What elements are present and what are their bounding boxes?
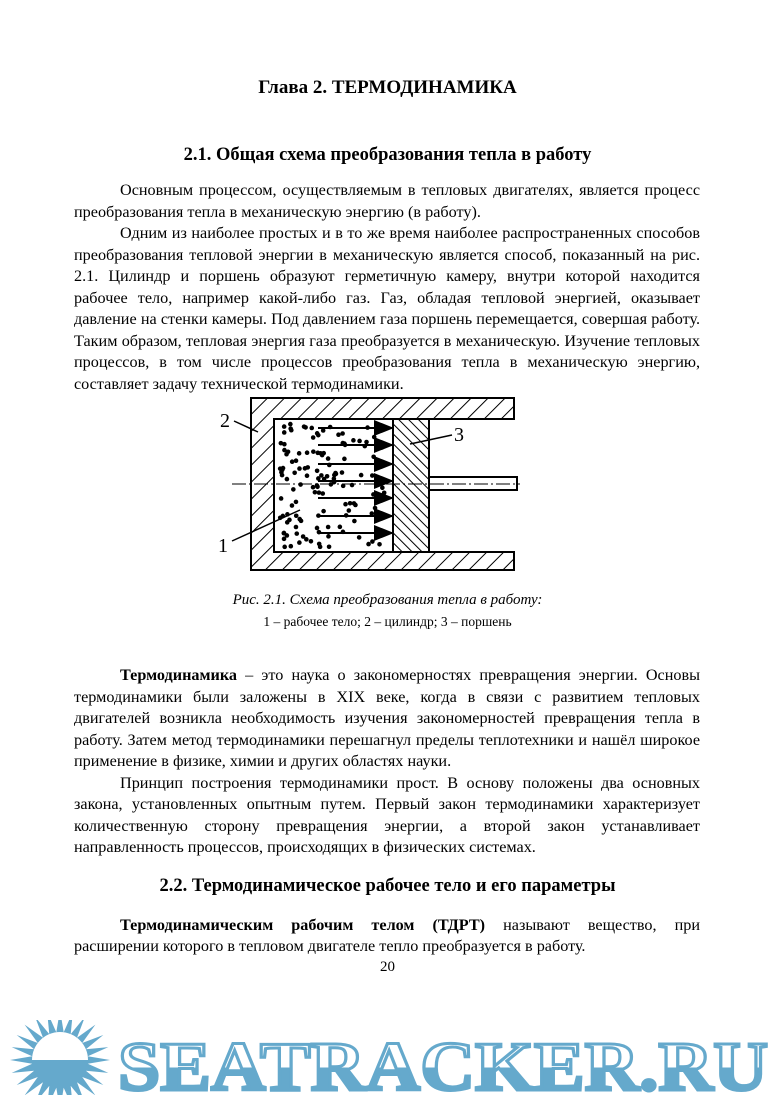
gas-particle <box>288 426 293 431</box>
gas-particle <box>311 435 316 440</box>
figure-piston-cylinder <box>200 395 540 590</box>
gas-particle <box>318 545 323 550</box>
gas-particle <box>371 492 376 497</box>
gas-particle <box>371 454 376 459</box>
gas-particle <box>343 502 348 507</box>
gas-particle <box>301 534 306 539</box>
paragraph-2: Одним из наиболее простых и в то же время наиболее распространенных способов преобразования тепловой энергии в механическую является способ, показанный на рис. 2.1. Цилиндр и поршень образуют герметичную камеру, внутри которой находится рабочее тело, например какой-либо газ. Газ, обладая тепловой энергией, оказывает давление на стенки камеры. Под давлением газа поршень перемещается, совершая работу. Таким образом, тепловая энергия газа преобразуется в механическую. Изучение тепловых процессов, в том числе процессов преобразования тепла в механическую энергию, составляет задачу технической термодинамики. <box>74 224 700 393</box>
paragraph-5 <box>74 915 700 958</box>
gas-particle <box>303 466 308 471</box>
gas-particle <box>294 458 299 463</box>
gas-particle <box>305 450 310 455</box>
gas-particle <box>282 545 287 550</box>
pressure-arrows <box>318 428 392 533</box>
gas-particle <box>340 470 345 475</box>
gas-particle <box>305 473 310 478</box>
paragraph-3-text: – это наука о закономерностях превращения энергии. Основы термодинамики были заложены в XIX веке, когда в связи с развитием тепловых двигателей возникла необходимость изучения закономерностей превращения тепла в работу. Затем метод термодинамики перешагнул пределы теплотехники и нашёл широкое применение в физике, химии и других областях науки. <box>74 666 700 770</box>
gas-particle <box>285 477 290 482</box>
gas-particle <box>326 456 331 461</box>
gas-particle <box>297 517 302 522</box>
gas-particle <box>303 425 308 430</box>
gas-particle <box>289 544 294 549</box>
watermark-text: SEATRACKER.RU <box>118 1029 768 1095</box>
gas-particle <box>282 430 287 435</box>
label-2: 2 <box>220 410 230 432</box>
gas-particle <box>313 490 318 495</box>
gas-particle <box>370 539 375 544</box>
gas-particle <box>366 542 371 547</box>
paragraph-1: Основным процессом, осуществляемым в тепловых двигателях, является процесс преобразования тепла в механическую энергию (в работу). <box>74 181 700 221</box>
section-title-2-2: 2.2. Термодинамическое рабочее тело и его параметры <box>159 875 616 896</box>
term-thermodynamics: Термодинамика <box>120 666 238 684</box>
gas-particle <box>372 435 377 440</box>
gas-particle <box>297 451 302 456</box>
gas-particle <box>294 513 299 518</box>
chapter-title: Глава 2. ТЕРМОДИНАМИКА <box>258 77 517 98</box>
gas-particle <box>279 470 284 475</box>
gas-particle <box>357 439 362 444</box>
gas-particle <box>282 424 287 429</box>
gas-particle <box>340 431 345 436</box>
gas-particle <box>290 459 295 464</box>
gas-particle <box>319 473 324 478</box>
gas-particle <box>298 482 303 487</box>
gas-particle <box>359 473 364 478</box>
gas-particle <box>341 484 346 489</box>
gas-particle <box>338 525 343 530</box>
gas-particle <box>350 483 355 488</box>
gas-particle <box>291 487 296 492</box>
sun-icon <box>10 1020 110 1095</box>
gas-particle <box>326 534 331 539</box>
gas-particle <box>282 442 287 447</box>
gas-particle <box>347 508 352 513</box>
gas-particle <box>285 520 290 525</box>
figure-legend: 1 – рабочее тело; 2 – цилиндр; 3 – поршень <box>263 614 512 629</box>
gas-particle <box>279 496 284 501</box>
gas-particle <box>352 519 357 524</box>
section-title-2-1: 2.1. Общая схема преобразования тепла в работу <box>183 145 592 165</box>
gas-particle <box>382 491 387 496</box>
gas-particle <box>288 422 293 427</box>
gas-particle <box>297 466 302 471</box>
watermark-logo <box>0 1020 775 1095</box>
gas-particle <box>320 453 325 458</box>
gas-particle <box>351 438 356 443</box>
gas-particle <box>315 526 320 531</box>
gas-particle <box>320 491 325 496</box>
gas-particle <box>297 540 302 545</box>
gas-particle <box>311 485 316 490</box>
gas-particle <box>357 535 362 540</box>
gas-particle <box>333 471 338 476</box>
gas-particle <box>364 440 369 445</box>
gas-particle <box>380 485 385 490</box>
piston <box>393 419 429 552</box>
gas-particle <box>321 509 326 514</box>
gas-particle <box>370 473 375 478</box>
paragraph-4: Принцип построения термодинамики прост. В основу положены два основных закона, установленных опытным путем. Первый закон термодинамики характеризует количественную сторону превращения энергии, а второй закон устанавливает направленность процессов, происходящих в физических системах. <box>74 773 700 856</box>
gas-particle <box>309 426 314 431</box>
paragraph-3 <box>74 665 700 773</box>
gas-particle <box>292 471 297 476</box>
figure-caption: Рис. 2.1. Схема преобразования тепла в работу: <box>232 592 543 608</box>
paragraph-5-text: называют вещество, при расширении которого в тепловом двигателе тепло преобразуется в работу. <box>74 915 701 955</box>
gas-particle <box>326 525 331 530</box>
term-working-body: Термодинамическим рабочим телом (ТДРТ) <box>120 915 486 934</box>
gas-particle <box>282 448 287 453</box>
gas-particle <box>311 449 316 454</box>
label-3: 3 <box>454 424 464 446</box>
gas-particle <box>373 506 378 511</box>
gas-particle <box>290 503 295 508</box>
gas-particle <box>309 539 314 544</box>
gas-particle <box>294 525 299 530</box>
gas-particle <box>317 490 322 495</box>
gas-particle <box>315 483 320 488</box>
gas-particle <box>342 457 347 462</box>
gas-particle <box>327 544 332 549</box>
gas-particle <box>348 501 353 506</box>
gas-particles <box>278 422 387 549</box>
gas-particle <box>315 468 320 473</box>
gas-particle <box>294 531 299 536</box>
label-1: 1 <box>218 535 228 557</box>
gas-particle <box>294 500 299 505</box>
gas-particle <box>336 432 341 437</box>
page-number: 20 <box>380 958 395 975</box>
gas-particle <box>285 533 290 538</box>
gas-particle <box>377 542 382 547</box>
gas-particle <box>315 431 320 436</box>
